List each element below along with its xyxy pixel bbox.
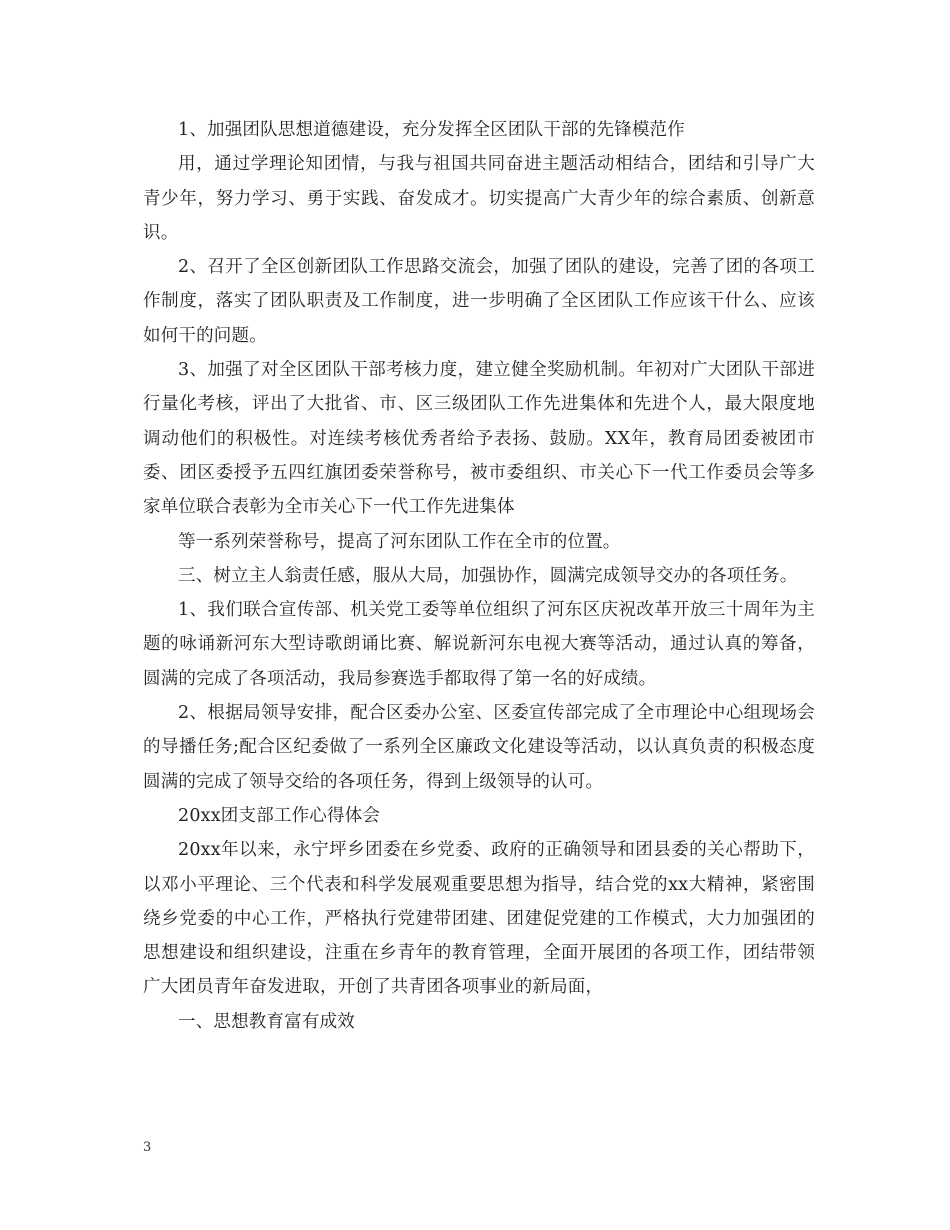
paragraph-7: 1、我们联合宣传部、机关党工委等单位组织了河东区庆祝改革开放三十周年为主题的咏诵新河东大型诗歌朗诵比赛、解说新河东电视大赛等活动，通过认真的筹备，圆满的完成了各项活动，我局参赛选手都取得了第一名的好成绩。 bbox=[143, 600, 815, 689]
paragraph-1: 1、加强团队思想道德建设，充分发挥全区团队干部的先锋模范作 bbox=[178, 120, 685, 140]
document-body bbox=[143, 113, 815, 1039]
paragraph-6: 三、树立主人翁责任感，服从大局，加强协作，圆满完成领导交办的各项任务。 bbox=[178, 565, 798, 586]
paragraph-2: 用，通过学理论知团情，与我与祖国共同奋进主题活动相结合，团结和引导广大青少年，努力学习、勇于实践、奋发成才。切实提高广大青少年的综合素质、创新意识。 bbox=[143, 154, 815, 243]
subsection-heading: 一、思想教育富有成效 bbox=[178, 1011, 355, 1032]
paragraph-5: 等一系列荣誉称号，提高了河东团队工作在全市的位置。 bbox=[178, 531, 621, 552]
paragraph-3: 2、召开了全区创新团队工作思路交流会，加强了团队的建设，完善了团的各项工作制度，落实了团队职责及工作制度，进一步明确了全区团队工作应该干什么、应该如何干的问题。 bbox=[143, 257, 815, 346]
section-heading: 20xx团支部工作心得体会 bbox=[178, 805, 381, 826]
paragraph-4: 3、加强了对全区团队干部考核力度，建立健全奖励机制。年初对广大团队干部进行量化考核，评出了大批省、市、区三级团队工作先进集体和先进个人，最大限度地调动他们的积极性。对连续考核优秀者给予表扬、鼓励。XX年，教育局团委被团市委、团区委授予五四红旗团委荣誉称号，被市委组织、市关心下一代工作委员会等多家单位联合表彰为全市关心下一代工作先进集体 bbox=[143, 360, 815, 518]
paragraph-8: 2、根据局领导安排，配合区委办公室、区委宣传部完成了全市理论中心组现场会的导播任务;配合区纪委做了一系列全区廉政文化建设等活动，以认真负责的积极态度圆满的完成了领导交给的各项任务，得到上级领导的认可。 bbox=[143, 703, 815, 792]
page-number: 3 bbox=[143, 1140, 152, 1155]
paragraph-10: 20xx年以来，永宁坪乡团委在乡党委、政府的正确领导和团县委的关心帮助下，以邓小平理论、三个代表和科学发展观重要思想为指导，结合党的xx大精神，紧密围绕乡党委的中心工作，严格执行党建带团建、团建促党建的工作模式，大力加强团的思想建设和组织建设，注重在乡青年的教育管理，全面开展团的各项工作，团结带领广大团员青年奋发进取，开创了共青团各项事业的新局面， bbox=[143, 840, 815, 998]
